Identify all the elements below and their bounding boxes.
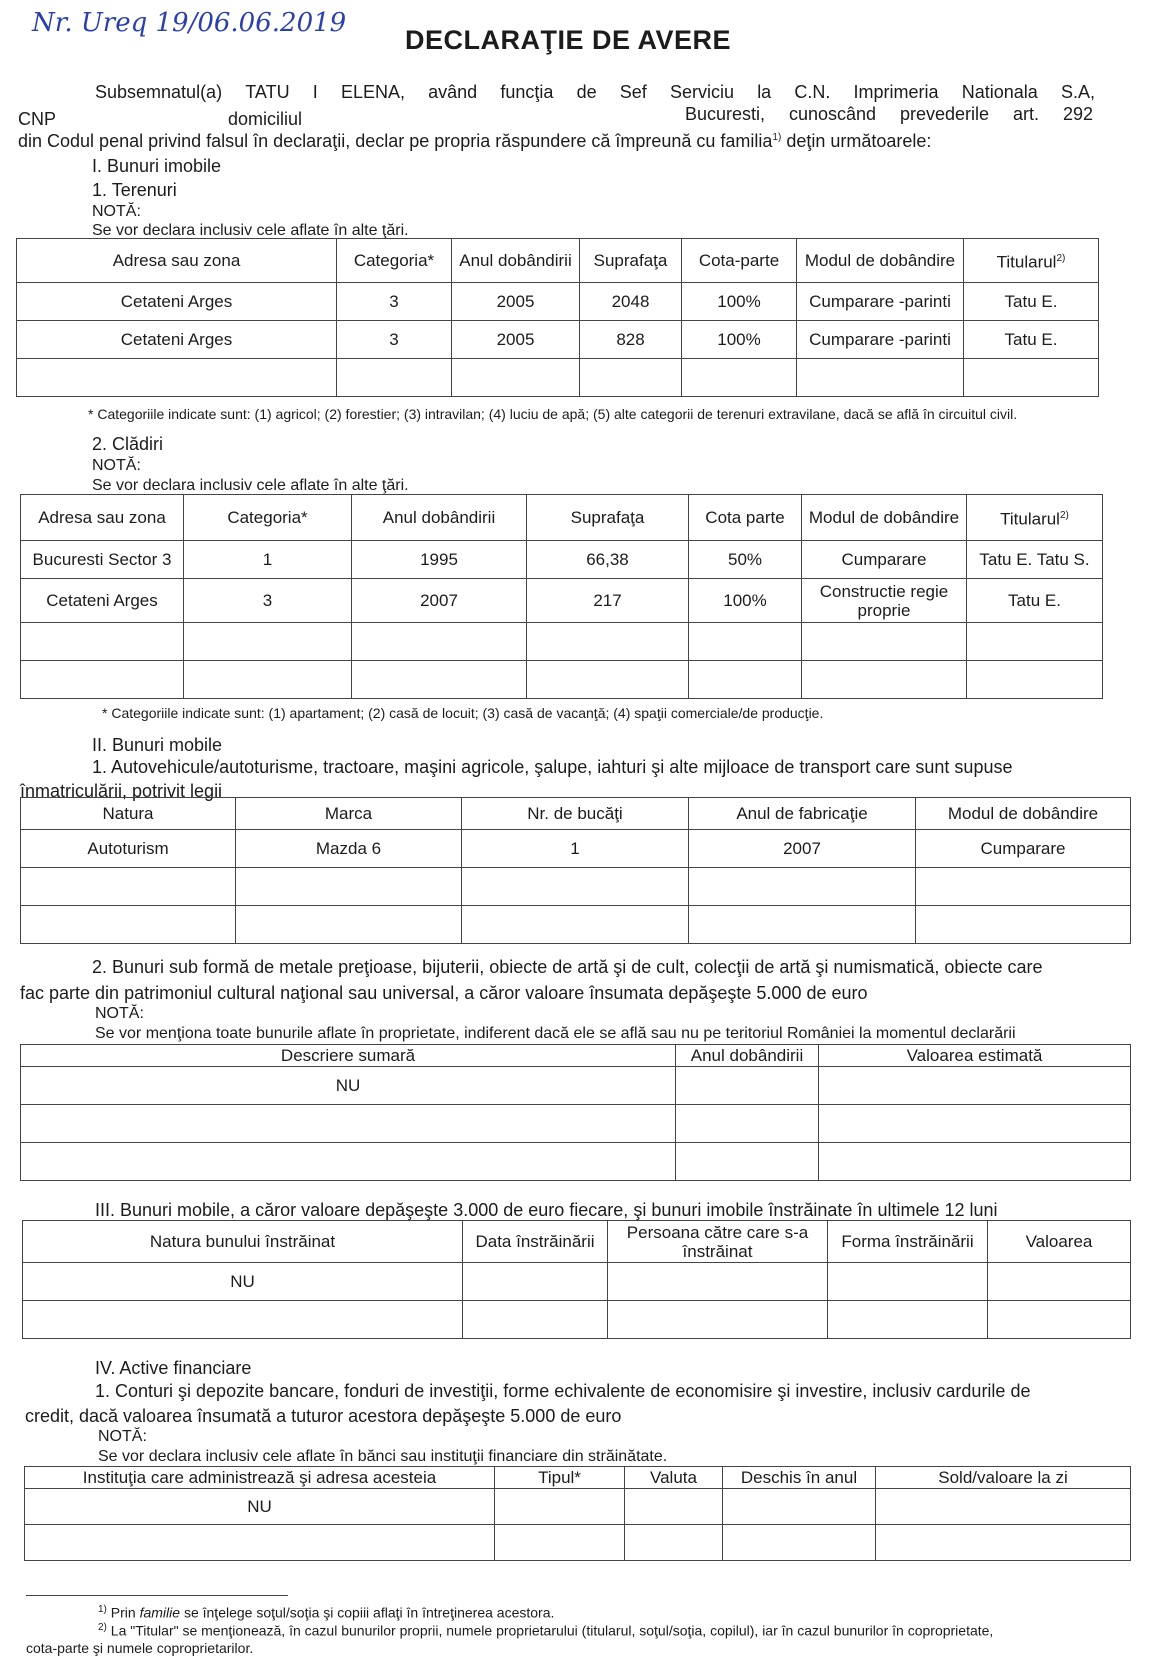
table-cell	[988, 1263, 1131, 1301]
column-header: Valoarea estimată	[819, 1045, 1131, 1067]
table-cell	[964, 359, 1099, 397]
terenuri-categories-note: * Categoriile indicate sunt: (1) agricol; (2) forestier; (3) intravilan; (4) luciu de apă; (5) alte categorii de terenuri extravilane, dacă se află în circuitul civil.	[88, 406, 1018, 422]
table-cell	[689, 623, 802, 661]
table-cell	[463, 1263, 608, 1301]
conturi-description-line-2: credit, dacă valoarea însumată a tuturor acestora depăşeşte 5.000 de euro	[25, 1406, 622, 1426]
intro-word: având	[428, 82, 478, 102]
intro-word: funcţia	[500, 82, 554, 102]
header-text: Titularul	[1000, 509, 1060, 529]
table-header-row	[23, 1221, 1131, 1263]
table-cell: 2007	[352, 579, 527, 623]
intro-word: Nationala	[961, 82, 1038, 102]
table-cell	[676, 1143, 819, 1181]
table-cell	[828, 1301, 988, 1339]
table-cell: Constructie regie proprie	[802, 579, 967, 623]
intro-word: S.A,	[1060, 82, 1095, 102]
conturi-nota-text: Se vor declara inclusiv cele aflate în bănci sau instituţii financiare din străinătate.	[98, 1448, 668, 1465]
table-row	[21, 579, 1103, 623]
table-cell: 217	[527, 579, 689, 623]
nota-text: Se vor declara inclusiv cele aflate în alte ţări.	[92, 222, 409, 239]
table-cell: Cumparare	[802, 541, 967, 579]
table-row	[21, 1105, 1131, 1143]
table-cell	[625, 1525, 723, 1561]
table-row	[25, 1489, 1131, 1525]
table-cell: 1	[462, 830, 689, 868]
column-header: Valuta	[625, 1467, 723, 1489]
column-header: Anul dobândirii	[676, 1045, 819, 1067]
table-cell: Tatu E.	[967, 579, 1103, 623]
table-row	[21, 1067, 1131, 1105]
table-cell: NU	[25, 1489, 495, 1525]
table-row	[25, 1525, 1131, 1561]
table-cell: Bucuresti Sector 3	[21, 541, 184, 579]
table-cell: Tatu E.	[964, 283, 1099, 321]
footnote-text: se înţelege soţul/soţia şi copiii aflaţi în întreţinerea acestora.	[180, 1604, 555, 1621]
table-row	[21, 623, 1103, 661]
table-cell	[689, 661, 802, 699]
table-cell	[797, 359, 964, 397]
table-cell	[676, 1105, 819, 1143]
table-cell	[184, 661, 352, 699]
table-cell	[802, 623, 967, 661]
nota-label: NOTĂ:	[92, 457, 141, 474]
table-cell	[462, 906, 689, 944]
table-row	[21, 830, 1131, 868]
table-cell	[21, 623, 184, 661]
column-header: Anul dobândirii	[352, 495, 527, 541]
intro-word: Subsemnatul(a)	[95, 82, 223, 102]
table-cell	[527, 661, 689, 699]
table-cell: 828	[580, 321, 682, 359]
conturi-description-line-1: 1. Conturi şi depozite bancare, fonduri de investiţii, forme echivalente de economisire şi investire, inclusiv cardurile de	[95, 1381, 1031, 1401]
table-cell	[689, 868, 916, 906]
table-cell: 1	[184, 541, 352, 579]
nota-text: Se vor declara inclusiv cele aflate în alte ţări.	[92, 477, 409, 494]
intro-word: prevederile	[900, 104, 990, 124]
intro-word: Bucuresti,	[685, 104, 766, 124]
column-header: Marca	[236, 798, 462, 830]
table-row	[21, 1143, 1131, 1181]
column-header: Instituţia care administrează şi adresa acesteia	[25, 1467, 495, 1489]
table-cell	[967, 661, 1103, 699]
domiciliul-label: domiciliul	[228, 109, 303, 129]
column-header: Cota-parte	[682, 239, 797, 283]
table-row	[17, 321, 1099, 359]
table-cell	[916, 868, 1131, 906]
table-row	[21, 906, 1131, 944]
table-cell: 1995	[352, 541, 527, 579]
table-cell	[676, 1067, 819, 1105]
section-heading-active-financiare: IV. Active financiare	[95, 1358, 252, 1378]
intro-word: art.	[1013, 104, 1040, 124]
column-header: Persoana către care s-a înstrăinat	[608, 1221, 828, 1263]
intro-line-2	[685, 104, 1093, 125]
table-cell	[916, 906, 1131, 944]
intro-word: cunoscând	[788, 104, 877, 124]
table-cell: Cumparare -parinti	[797, 321, 964, 359]
intro-text: deţin următoarele:	[781, 131, 932, 151]
table-cell: 2007	[689, 830, 916, 868]
intro-word: C.N.	[794, 82, 831, 102]
column-header: Tipul*	[495, 1467, 625, 1489]
table-cell	[876, 1489, 1131, 1525]
header-text: Titularul	[996, 252, 1057, 272]
table-row	[17, 283, 1099, 321]
table-cell: Tatu E.	[964, 321, 1099, 359]
section-heading-bunuri-mobile: II. Bunuri mobile	[92, 735, 223, 755]
table-cell	[608, 1301, 828, 1339]
footnote-ref: 2)	[1056, 253, 1066, 265]
table-cell	[21, 1105, 676, 1143]
column-header: Categoria*	[184, 495, 352, 541]
table-cell: 3	[337, 321, 452, 359]
column-header: Nr. de bucăţi	[462, 798, 689, 830]
table-cell: Cumparare -parinti	[797, 283, 964, 321]
table-cell	[462, 868, 689, 906]
column-header: Data înstrăinării	[463, 1221, 608, 1263]
column-header: Adresa sau zona	[17, 239, 337, 283]
table-row	[17, 359, 1099, 397]
footnote-2	[98, 1622, 993, 1639]
table-header-row	[21, 798, 1131, 830]
table-cell	[819, 1143, 1131, 1181]
column-header: Anul de fabricaţie	[689, 798, 916, 830]
table-cell: 2005	[452, 321, 580, 359]
table-cell: NU	[23, 1263, 463, 1301]
footnote-1	[98, 1604, 554, 1621]
column-header: Sold/valoare la zi	[876, 1467, 1131, 1489]
nota-label: NOTĂ:	[95, 1005, 144, 1022]
table-cell	[23, 1301, 463, 1339]
metale-description-line-2: fac parte din patrimoniul cultural naţional sau universal, a căror valoare însumata depăşeşte 5.000 de euro	[20, 983, 868, 1003]
metale-description-line-1: 2. Bunuri sub formă de metale preţioase, bijuterii, obiecte de artă şi de cult, colecţii de artă şi numismatică, obiecte care	[92, 957, 1043, 977]
table-cell	[184, 623, 352, 661]
intro-word: la	[757, 82, 772, 102]
column-header: Valoarea	[988, 1221, 1131, 1263]
table-cell	[608, 1263, 828, 1301]
table-cell: Cetateni Arges	[17, 283, 337, 321]
section-heading-bunuri-instrainate: III. Bunuri mobile, a căror valoare depăşeşte 3.000 de euro fiecare, şi bunuri imobile înstrăinate în ultimele 12 luni	[95, 1200, 998, 1220]
table-cell: 2048	[580, 283, 682, 321]
column-header: Deschis în anul	[723, 1467, 876, 1489]
table-cell: 100%	[682, 283, 797, 321]
table-cell	[452, 359, 580, 397]
column-header	[964, 239, 1099, 283]
subsection-cladiri: 2. Clădiri	[92, 434, 164, 454]
table-cell: 50%	[689, 541, 802, 579]
column-header: Cota parte	[689, 495, 802, 541]
intro-line-3	[18, 131, 931, 152]
table-cell	[21, 661, 184, 699]
table-header-row	[21, 495, 1103, 541]
table-cell: Cumparare	[916, 830, 1131, 868]
table-header-row	[25, 1467, 1131, 1489]
table-cell: Cetateni Arges	[17, 321, 337, 359]
metale-nota-text: Se vor menţiona toate bunurile aflate în proprietate, indiferent dacă ele se află sau nu pe teritoriul României la momentul declarării	[95, 1025, 1016, 1042]
nota-label: NOTĂ:	[92, 203, 141, 220]
table-cell: 3	[337, 283, 452, 321]
section-heading-bunuri-imobile: I. Bunuri imobile	[92, 156, 222, 176]
footnote-text: La "Titular" se menţionează, în cazul bunurilor proprii, numele proprietarului (titularul, soţul/soţia, copilul), iar în cazul bunurilor în coproprietate,	[110, 1622, 994, 1639]
table-cell	[463, 1301, 608, 1339]
column-header: Adresa sau zona	[21, 495, 184, 541]
table-cell	[625, 1489, 723, 1525]
table-row	[23, 1263, 1131, 1301]
table-cell: Cetateni Arges	[21, 579, 184, 623]
table-cell	[828, 1263, 988, 1301]
column-header: Modul de dobândire	[797, 239, 964, 283]
table-cell	[723, 1525, 876, 1561]
column-header: Natura	[21, 798, 236, 830]
intro-word: de	[576, 82, 597, 102]
conturi-bancare-table	[24, 1466, 1131, 1561]
footnote-emphasis: familie	[139, 1604, 181, 1621]
table-cell	[527, 623, 689, 661]
table-cell	[682, 359, 797, 397]
table-cell: Autoturism	[21, 830, 236, 868]
footnote-marker: 2)	[98, 1622, 107, 1633]
column-header: Modul de dobândire	[916, 798, 1131, 830]
table-cell	[495, 1489, 625, 1525]
table-row	[21, 541, 1103, 579]
table-cell	[352, 623, 527, 661]
cladiri-table	[20, 494, 1103, 699]
footnote-2-continuation: cota-parte şi numele coproprietarilor.	[26, 1640, 254, 1656]
column-header: Anul dobândirii	[452, 239, 580, 283]
table-row	[21, 868, 1131, 906]
table-cell: Mazda 6	[236, 830, 462, 868]
table-cell	[17, 359, 337, 397]
metale-pretioase-table	[20, 1044, 1131, 1181]
intro-word: ELENA,	[340, 82, 405, 102]
table-cell	[352, 661, 527, 699]
footnote-separator	[26, 1595, 288, 1596]
column-header: Categoria*	[337, 239, 452, 283]
intro-word: TATU	[245, 82, 290, 102]
column-header: Suprafaţa	[527, 495, 689, 541]
table-header-row	[17, 239, 1099, 283]
table-cell	[21, 1143, 676, 1181]
table-cell: Tatu E. Tatu S.	[967, 541, 1103, 579]
footnote-marker: 1)	[98, 1604, 107, 1615]
table-cell	[967, 623, 1103, 661]
nota-label: NOTĂ:	[98, 1428, 147, 1445]
table-cell	[21, 868, 236, 906]
handwritten-registration-number: Nr. Ureq 19/06.06.2019	[32, 8, 347, 38]
document-title: DECLARAŢIE DE AVERE	[405, 25, 732, 55]
footnote-ref: 1)	[772, 132, 782, 143]
table-cell	[21, 906, 236, 944]
intro-text: din Codul penal privind falsul în declaraţii, declar pe propria răspundere că împreună cu familia	[18, 131, 773, 151]
footnote-text: Prin	[110, 1604, 140, 1621]
table-cell: 66,38	[527, 541, 689, 579]
cladiri-categories-note: * Categoriile indicate sunt: (1) apartament; (2) casă de locuit; (3) casă de vacanţă; (4) spaţii comerciale/de producţie.	[102, 705, 824, 721]
terenuri-table	[16, 238, 1099, 397]
intro-word: Sef	[619, 82, 647, 102]
table-cell: 100%	[689, 579, 802, 623]
cnp-label: CNP	[18, 109, 57, 129]
table-cell	[819, 1105, 1131, 1143]
subsection-terenuri: 1. Terenuri	[92, 180, 177, 200]
bunuri-instrainate-table	[22, 1220, 1131, 1339]
intro-word: I	[312, 82, 318, 102]
column-header: Forma înstrăinării	[828, 1221, 988, 1263]
table-cell	[236, 868, 462, 906]
table-cell: NU	[21, 1067, 676, 1105]
auto-description-line-1: 1. Autovehicule/autoturisme, tractoare, maşini agricole, şalupe, iahturi şi alte mijloace de transport care sunt supuse	[92, 757, 1013, 777]
table-header-row	[21, 1045, 1131, 1067]
intro-word: Serviciu	[669, 82, 735, 102]
table-cell	[495, 1525, 625, 1561]
table-row	[23, 1301, 1131, 1339]
table-cell	[25, 1525, 495, 1561]
table-cell: 2005	[452, 283, 580, 321]
table-cell	[580, 359, 682, 397]
column-header	[967, 495, 1103, 541]
autovehicule-table	[20, 797, 1131, 944]
column-header: Modul de dobândire	[802, 495, 967, 541]
auto-description-line-2: înmatriculării, potrivit legii	[20, 781, 223, 801]
table-row	[21, 661, 1103, 699]
table-cell: 3	[184, 579, 352, 623]
table-cell	[988, 1301, 1131, 1339]
table-cell	[819, 1067, 1131, 1105]
table-cell	[236, 906, 462, 944]
intro-word: 292	[1062, 104, 1093, 124]
column-header: Natura bunului înstrăinat	[23, 1221, 463, 1263]
table-cell	[876, 1525, 1131, 1561]
table-cell	[802, 661, 967, 699]
intro-word: Imprimeria	[853, 82, 939, 102]
intro-line-1	[95, 82, 1095, 103]
table-cell	[723, 1489, 876, 1525]
column-header: Suprafaţa	[580, 239, 682, 283]
table-cell	[689, 906, 916, 944]
table-cell	[337, 359, 452, 397]
footnote-ref: 2)	[1059, 510, 1069, 522]
column-header: Descriere sumară	[21, 1045, 676, 1067]
table-cell: 100%	[682, 321, 797, 359]
